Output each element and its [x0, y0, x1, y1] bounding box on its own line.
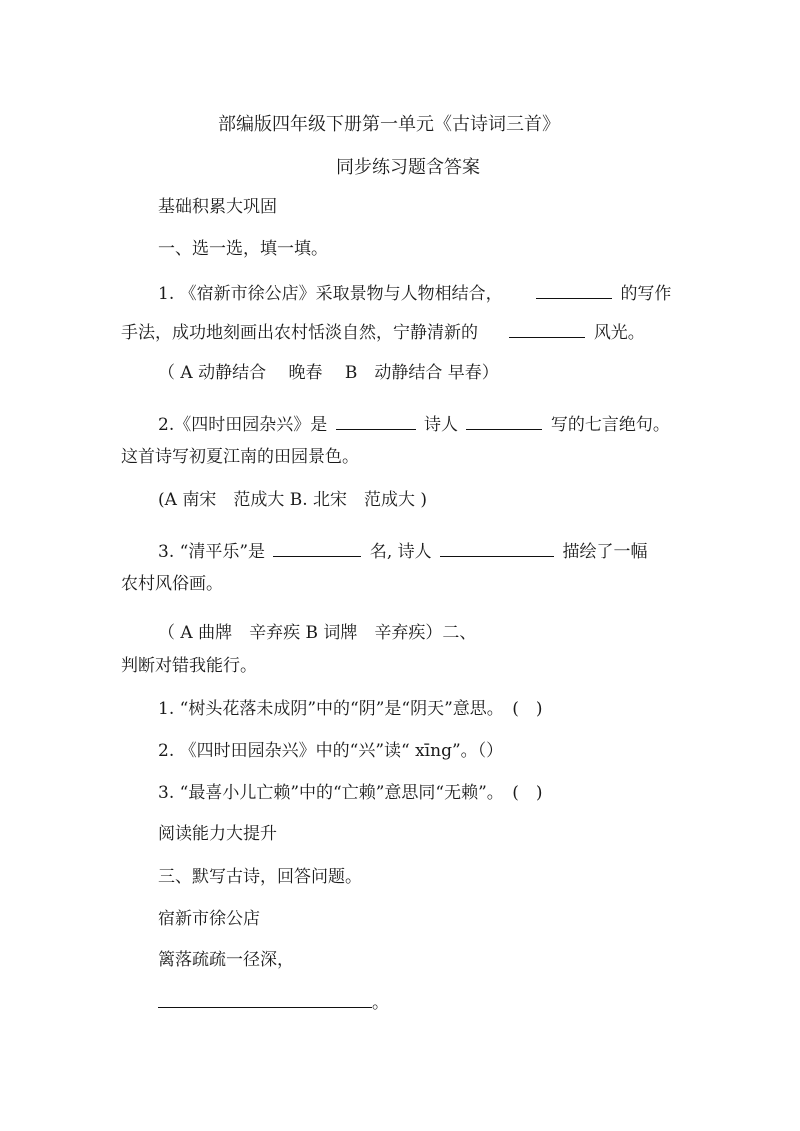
doc-title-line2: 同步练习题含答案 [336, 157, 480, 178]
q3-line1 [158, 539, 647, 563]
q1-text-a: 1. 《宿新市徐公店》采取景物与人物相结合， [158, 284, 503, 304]
q3-text-c: 描绘了一幅 [562, 542, 648, 562]
q1-text-b: 的写作 [620, 284, 672, 304]
q3-blank-1[interactable] [273, 539, 361, 557]
q1-blank-2[interactable] [509, 320, 585, 338]
q2-line2: 这首诗写初夏江南的田园景色。 [121, 447, 359, 467]
doc-title-line1: 部编版四年级下册第一单元《古诗词三首》 [218, 114, 560, 135]
part3-heading: 三、默写古诗，回答问题。 [158, 867, 362, 887]
q2-text-a: 2.《四时田园杂兴》是 [158, 415, 328, 435]
q1-blank-1[interactable] [536, 281, 612, 299]
judge-item-2: 2. 《四时田园杂兴》中的“兴”读“ xīng”。（） [158, 741, 504, 761]
q2-options: (A 南宋 范成大 B. 北宋 范成大 ) [158, 490, 428, 510]
q2-line1 [158, 412, 670, 436]
poem-title: 宿新市徐公店 [158, 909, 260, 929]
q1-line1 [158, 281, 671, 305]
q1-options: （ A 动静结合 晚春 B 动静结合 早春） [158, 363, 499, 383]
judge-item-3: 3. “最喜小儿亡赖”中的“亡赖”意思同“无赖”。 ( ) [158, 783, 543, 803]
q3-text-b: 名, 诗人 [369, 542, 432, 562]
q3-text-a: 3. “清平乐”是 [158, 542, 266, 562]
q1-text-d: 风光。 [593, 323, 645, 343]
q2-blank-2[interactable] [466, 412, 542, 430]
part1-heading: 一、选一选，填一填。 [158, 239, 328, 259]
q2-blank-1[interactable] [336, 412, 416, 430]
q1-text-c: 手法，成功地刻画出农村恬淡自然，宁静清新的 [121, 323, 478, 343]
poem-line-1: 篱落疏疏一径深， [158, 950, 294, 970]
section-basic-heading: 基础积累大巩固 [158, 197, 277, 217]
poem-blank[interactable] [158, 990, 372, 1008]
judge-item-1: 1. “树头花落未成阴”中的“阴”是“阴天”意思。 ( ) [158, 699, 543, 719]
q3-blank-2[interactable] [440, 539, 554, 557]
poem-line-2-period: 。 [372, 993, 389, 1013]
q3-line2: 农村风俗画。 [121, 574, 223, 594]
part2-heading: 判断对错我能行。 [121, 656, 257, 676]
q2-text-c: 写的七言绝句。 [550, 415, 670, 435]
q1-line2 [121, 320, 645, 344]
q2-text-b: 诗人 [424, 415, 459, 435]
poem-line-2 [158, 990, 389, 1014]
q3-options: （ A 曲牌 辛弃疾 B 词牌 辛弃疾）二、 [158, 623, 477, 643]
section-reading-heading: 阅读能力大提升 [158, 824, 277, 844]
